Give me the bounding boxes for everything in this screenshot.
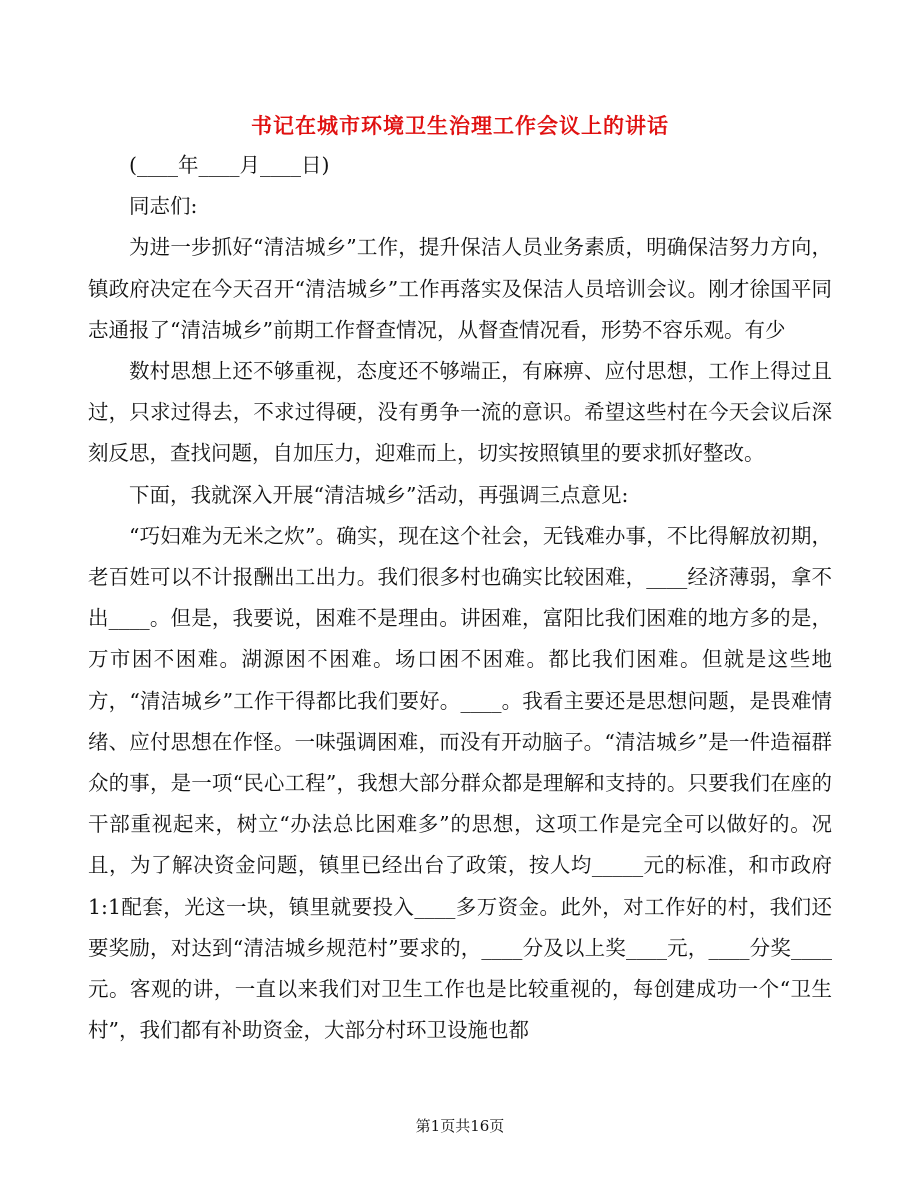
greeting: 同志们: — [129, 194, 198, 219]
paragraph: “巧妇难为无米之炊”。确实，现在这个社会，无钱难办事，不比得解放初期，老百姓可以不计报酬出工出力。我们很多村也确实比较困难，____经济薄弱，拿不出____。但是，我要说，困难不是理由。讲困难，富阳比我们困难的地方多的是，万市困不困难。湖源困不困难。场口困不困难。都比我们困难。但就是这些地方，“清洁城乡”工作干得都比我们要好。____。我看主要还是思想问题，是畏难情绪、应付思想在作怪。一味强调困难，而没有开动脑子。“清洁城乡”是一件造福群众的事，是一项“民心工程”，我想大部分群众都是理解和支持的。只要我们在座的干部重视起来，树立“办法总比困难多”的思想，这项工作是完全可以做好的。况且，为了解决资金问题，镇里已经出台了政策，按人均_____元的标准，和市政府1:1配套，光这一块，镇里就要投入____多万资金。此外，对工作好的村，我们还要奖励，对达到“清洁城乡规范村”要求的，____分及以上奖____元，____分奖____元。客观的讲，一直以来我们对卫生工作也是比较重视的，每创建成功一个“卫生村”，我们都有补助资金，大部分村环卫设施也都 — [88, 523, 832, 1043]
page-number: 第1页共16页 — [415, 1117, 505, 1135]
paragraph: 数村思想上还不够重视，态度还不够端正，有麻痹、应付思想，工作上得过且过，只求过得去，不求过得硬，没有勇争一流的意识。希望这些村在今天会议后深刻反思，查找问题，自加压力，迎难而上，切实按照镇里的要求抓好整改。 — [88, 359, 832, 466]
paragraph: 下面，我就深入开展“清洁城乡”活动，再强调三点意见: — [129, 482, 629, 507]
date-line: (____年____月____日) — [129, 153, 330, 177]
paragraph: 为进一步抓好“清洁城乡”工作，提升保洁人员业务素质，明确保洁努力方向，镇政府决定在今天召开“清洁城乡”工作再落实及保洁人员培训会议。刚才徐国平同志通报了“清洁城乡”前期工作督查情况，从督查情况看，形势不容乐观。有少 — [88, 235, 832, 342]
document-body — [88, 145, 832, 1051]
document-title: 书记在城市环境卫生治理工作会议上的讲话 — [251, 113, 669, 138]
